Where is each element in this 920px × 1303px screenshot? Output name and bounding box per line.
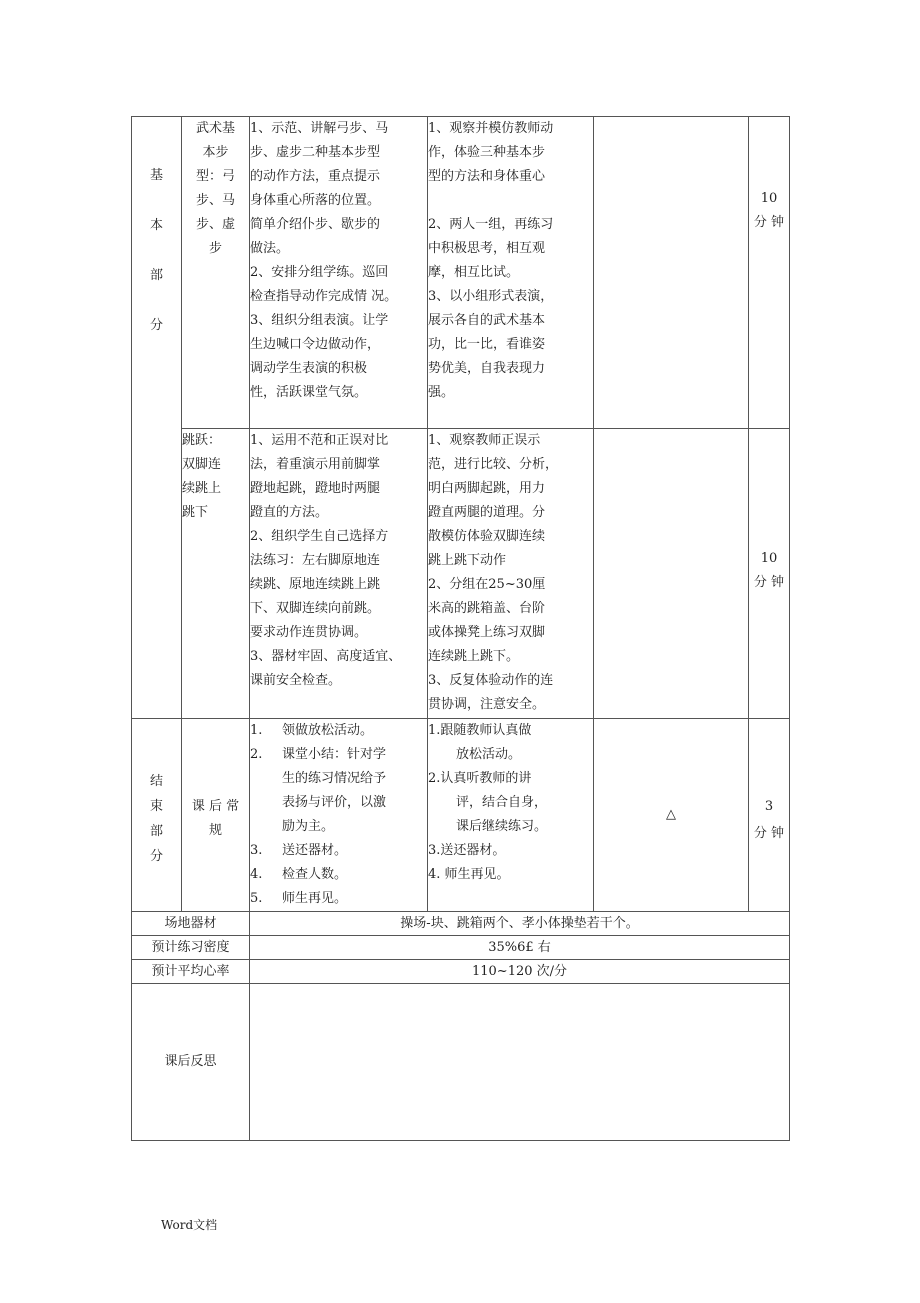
text-line: 课 后 常: [191, 799, 240, 814]
teacher-activity-jumping: [250, 429, 428, 719]
list-text: 师生再见。: [282, 891, 348, 906]
list-item: [250, 839, 427, 863]
text-line: 跳跃：: [182, 433, 222, 448]
text-line: 强。: [428, 385, 455, 400]
list-number: [250, 767, 282, 791]
topic-after-class-routine: [182, 719, 250, 912]
topic-wushu-steps: [182, 117, 250, 429]
venue-label: 场地器材: [132, 912, 250, 936]
list-item: [250, 815, 427, 839]
formation-cell-wushu: [594, 117, 749, 429]
table-row-venue: [132, 912, 790, 936]
text-line: 型：弓: [195, 169, 235, 184]
text-line: 步: [208, 241, 222, 256]
footer-label: Word文档: [161, 1218, 218, 1232]
text-line: 3、组织分组表演。让学: [250, 313, 389, 328]
text-line: 2、分组在25~30厘: [428, 577, 546, 592]
venue-value: 操场-块、跳箱两个、孝小体操垫若干个。: [250, 912, 790, 936]
text-line: 10: [760, 191, 778, 206]
text-line: 范，进行比较、分析，: [428, 457, 559, 472]
formation-cell-jumping: [594, 429, 749, 719]
student-activity-wushu: [428, 117, 594, 429]
text-line: 米高的跳箱盖、台阶: [428, 601, 546, 616]
list-number: 4.: [250, 867, 263, 882]
heart-rate-value: 110~120 次/分: [250, 960, 790, 984]
text-line: 中积极思考，相互观: [428, 241, 546, 256]
list-item: [250, 767, 427, 791]
list-text: 生的练习情况给予: [282, 771, 387, 786]
student-activity-ending: [428, 719, 594, 912]
text-line: 束: [149, 799, 163, 814]
reflection-value: [250, 984, 790, 1141]
text-line: 续跳上: [182, 481, 222, 496]
list-item: [250, 887, 427, 911]
text-line: 展示各自的武术基本: [428, 313, 546, 328]
list-number: [250, 791, 282, 815]
text-line: 蹬地起跳，蹬地时两腿: [250, 481, 381, 496]
list-text: 课堂小结：针对学: [282, 747, 387, 762]
density-label: 预计练习密度: [132, 936, 250, 960]
text-line: 或体操凳上练习双脚: [428, 625, 546, 640]
text-line: 蹬直两腿的道理。分: [428, 505, 546, 520]
lesson-plan-table: [131, 116, 790, 1141]
text-line: 检查指导动作完成情 况。: [250, 289, 398, 304]
list-text: 检查人数。: [282, 867, 348, 882]
text-line: 1、观察并模仿教师动: [428, 121, 554, 136]
teacher-activity-wushu: [250, 117, 428, 429]
text-line: 法练习：左右脚原地连: [250, 553, 381, 568]
density-value: 35%6£ 右: [250, 936, 790, 960]
text-line: 1、运用不范和正误对比: [250, 433, 389, 448]
list-item: [250, 719, 427, 743]
section-ending: [132, 719, 182, 912]
text-line: 步、马: [195, 193, 235, 208]
text-line: 散模仿体验双脚连续: [428, 529, 546, 544]
text-line: 武术基: [195, 121, 235, 136]
table-row-ending: [132, 719, 790, 912]
text-line: 1、示范、讲解弓步、马: [250, 121, 389, 136]
text-line: 分 钟: [753, 826, 785, 841]
list-item: 课后继续练习。: [456, 819, 548, 834]
table-row-jumping: [132, 429, 790, 719]
text-line: 法，着重演示用前脚掌: [250, 457, 381, 472]
text-line: 双脚连: [182, 457, 222, 472]
text-line: 做法。: [250, 241, 290, 256]
teacher-activity-ending: [250, 719, 428, 912]
list-number: 3.: [250, 843, 263, 858]
text-line: 本步: [202, 145, 229, 160]
text-line: 贯协调，注意安全。: [428, 697, 546, 712]
text-line: 简单介绍仆步、歇步的: [250, 217, 381, 232]
text-line: 2、两人一组，再练习: [428, 217, 554, 232]
text-line: 身体重心所落的位置。: [250, 193, 381, 208]
text-line: 连续跳上跳下。: [428, 649, 520, 664]
text-line: 2、安排分组学练。巡回: [250, 265, 389, 280]
text-line: 功，比一比，看谁姿: [428, 337, 546, 352]
time-ending: [749, 719, 790, 912]
list-text: 送还器材。: [282, 843, 348, 858]
text-line: 下、双脚连续向前跳。: [250, 601, 381, 616]
text-line: 生边喊口令边做动作，: [250, 337, 381, 352]
topic-jumping: [182, 429, 250, 719]
list-item: 3.送还器材。: [428, 843, 506, 858]
text-line: 3、器材牢固、高度适宜、: [250, 649, 402, 664]
list-text: 励为主。: [282, 819, 335, 834]
table-row-heart-rate: [132, 960, 790, 984]
text-line: 分: [149, 849, 163, 864]
time-jumping: [749, 429, 790, 719]
table-row-reflection: [132, 984, 790, 1141]
text-line: 蹬直的方法。: [250, 505, 329, 520]
text-line: 10: [760, 551, 778, 566]
triangle-formation-icon: △: [666, 807, 676, 822]
list-item: 4. 师生再见。: [428, 867, 510, 882]
list-item: [250, 791, 427, 815]
text-line: 摩，相互比试。: [428, 265, 520, 280]
text-line: 2、组织学生自己选择方: [250, 529, 389, 544]
list-item: [250, 743, 427, 767]
text-line: 1、观察教师正误示: [428, 433, 541, 448]
list-item: [250, 863, 427, 887]
text-line: 3、以小组形式表演，: [428, 289, 554, 304]
list-item: 放松活动。: [456, 747, 522, 762]
text-line: [428, 189, 593, 213]
list-number: 1.: [250, 723, 263, 738]
text-line: 3、反复体验动作的连: [428, 673, 554, 688]
table-row-basic-steps: [132, 117, 790, 429]
text-line: 作，体验三种基本步: [428, 145, 546, 160]
section-basic-label: 基 本 部 分: [149, 168, 163, 333]
text-line: 型的方法和身体重心: [428, 169, 546, 184]
text-line: 部: [149, 824, 163, 839]
formation-cell-ending: [594, 719, 749, 912]
table-row-density: [132, 936, 790, 960]
text-line: 跳下: [182, 505, 209, 520]
text-line: 续跳、原地连续跳上跳: [250, 577, 381, 592]
list-number: 2.: [250, 747, 263, 762]
text-line: 步、虚步二种基本步型: [250, 145, 381, 160]
text-line: 分 钟: [753, 215, 785, 230]
text-line: 调动学生表演的积极: [250, 361, 368, 376]
text-line: 分 钟: [753, 575, 785, 590]
text-line: 跳上跳下动作: [428, 553, 507, 568]
text-line: 课前安全检查。: [250, 673, 342, 688]
list-text: 表扬与评价，以激: [282, 795, 387, 810]
time-wushu: [749, 117, 790, 429]
text-line: 势优美，自我表现力: [428, 361, 546, 376]
list-item: 2.认真听教师的讲: [428, 771, 532, 786]
text-line: 的动作方法，重点提示: [250, 169, 381, 184]
reflection-label: 课后反思: [132, 984, 250, 1141]
text-line: 性，活跃课堂气氛。: [250, 385, 368, 400]
list-text: 领做放松活动。: [282, 723, 374, 738]
text-line: 明白两脚起跳，用力: [428, 481, 546, 496]
list-number: 5.: [250, 891, 263, 906]
section-basic: [132, 117, 182, 719]
text-line: 步、虚: [195, 217, 235, 232]
text-line: 结: [149, 774, 163, 789]
text-line: 3: [764, 799, 774, 814]
list-item: 1.跟随教师认真做: [428, 723, 532, 738]
text-line: 规: [208, 823, 222, 838]
heart-rate-label: 预计平均心率: [132, 960, 250, 984]
list-number: [250, 815, 282, 839]
list-item: 评，结合自身，: [456, 795, 548, 810]
student-activity-jumping: [428, 429, 594, 719]
text-line: 要求动作连贯协调。: [250, 625, 368, 640]
